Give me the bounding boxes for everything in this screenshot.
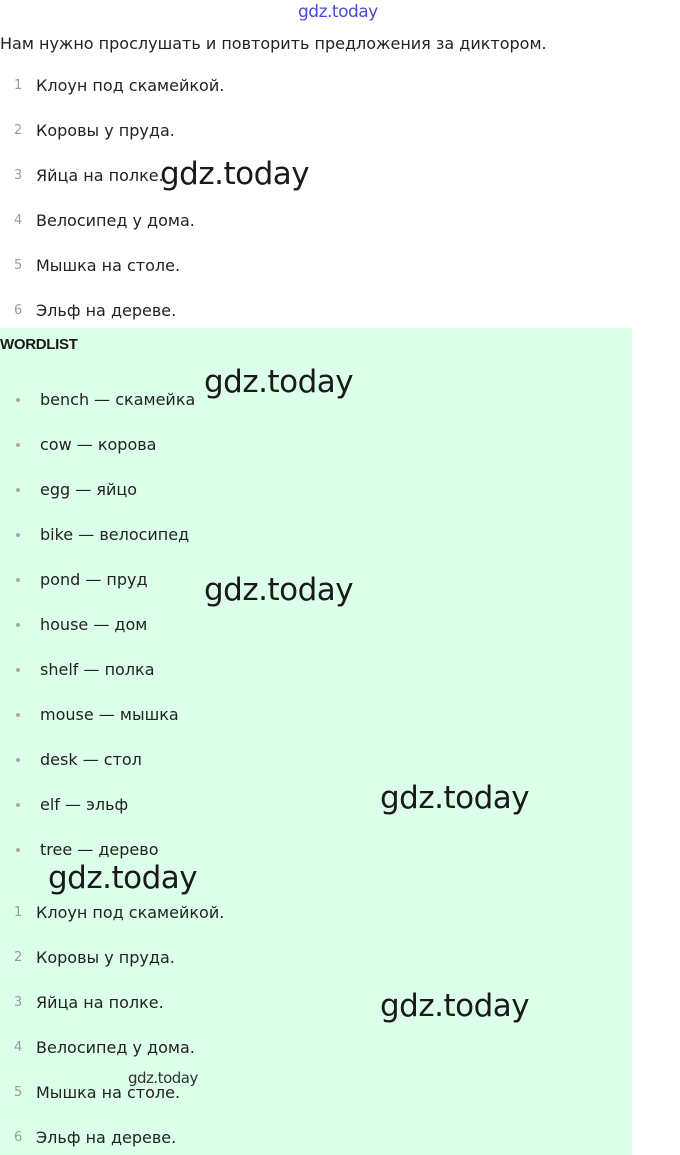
- item-text: Мышка на столе.: [36, 256, 181, 275]
- item-text: Мышка на столе.: [36, 1083, 181, 1102]
- bullet-icon: [16, 488, 20, 492]
- item-number: 5: [14, 1085, 23, 1100]
- item-text: Яйца на полке.: [36, 166, 164, 185]
- item-text: Эльф на дереве.: [36, 1128, 177, 1147]
- bullet-icon: [16, 848, 20, 852]
- intro-text: Нам нужно прослушать и повторить предложения за диктором.: [0, 34, 547, 53]
- bullet-icon: [16, 623, 20, 627]
- site-watermark-header: gdz.today: [298, 2, 378, 22]
- item-number: 3: [14, 995, 23, 1010]
- item-number: 1: [14, 905, 23, 920]
- word-pair: elf — эльф: [40, 795, 129, 814]
- watermark: gdz.today: [204, 364, 354, 400]
- item-number: 6: [14, 303, 23, 318]
- bullet-icon: [16, 803, 20, 807]
- word-pair: pond — пруд: [40, 570, 148, 589]
- item-text: Коровы у пруда.: [36, 121, 175, 140]
- watermark: gdz.today: [160, 156, 310, 192]
- word-pair: egg — яйцо: [40, 480, 138, 499]
- bullet-icon: [16, 533, 20, 537]
- watermark: gdz.today: [128, 1069, 198, 1087]
- item-number: 1: [14, 78, 23, 93]
- item-number: 6: [14, 1130, 23, 1145]
- item-text: Яйца на полке.: [36, 993, 164, 1012]
- item-number: 3: [14, 168, 23, 183]
- item-number: 4: [14, 1040, 23, 1055]
- item-text: Коровы у пруда.: [36, 948, 175, 967]
- item-text: Эльф на дереве.: [36, 301, 177, 320]
- item-text: Клоун под скамейкой.: [36, 76, 225, 95]
- item-text: Клоун под скамейкой.: [36, 903, 225, 922]
- watermark: gdz.today: [48, 860, 198, 896]
- word-pair: desk — стол: [40, 750, 142, 769]
- word-pair: bike — велосипед: [40, 525, 190, 544]
- watermark: gdz.today: [380, 780, 530, 816]
- watermark: gdz.today: [380, 988, 530, 1024]
- word-pair: shelf — полка: [40, 660, 155, 679]
- bullet-icon: [16, 443, 20, 447]
- item-text: Велосипед у дома.: [36, 211, 195, 230]
- item-number: 2: [14, 950, 23, 965]
- word-pair: house — дом: [40, 615, 148, 634]
- watermark: gdz.today: [204, 572, 354, 608]
- bullet-icon: [16, 578, 20, 582]
- word-pair: mouse — мышка: [40, 705, 179, 724]
- bullet-icon: [16, 713, 20, 717]
- item-text: Велосипед у дома.: [36, 1038, 195, 1057]
- bullet-icon: [16, 398, 20, 402]
- item-number: 2: [14, 123, 23, 138]
- item-number: 5: [14, 258, 23, 273]
- word-pair: tree — дерево: [40, 840, 159, 859]
- word-pair: bench — скамейка: [40, 390, 196, 409]
- bullet-icon: [16, 668, 20, 672]
- wordlist-heading: WORDLIST: [0, 336, 78, 353]
- bullet-icon: [16, 758, 20, 762]
- word-pair: cow — корова: [40, 435, 157, 454]
- item-number: 4: [14, 213, 23, 228]
